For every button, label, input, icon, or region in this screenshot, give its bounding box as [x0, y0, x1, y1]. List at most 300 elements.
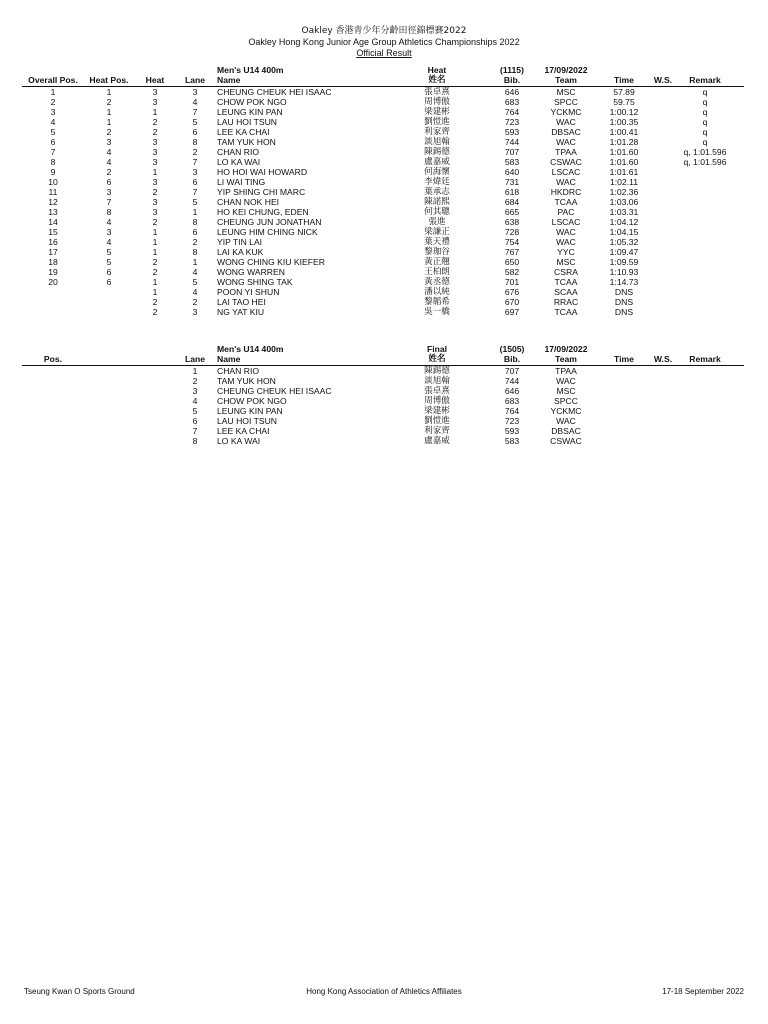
- col-overall-pos: Overall Pos.: [28, 75, 78, 85]
- athlete-name: LAI KA KUK: [217, 247, 264, 257]
- athlete-name: LAU HOI TSUN: [217, 416, 278, 426]
- heat-number: 1: [152, 167, 158, 177]
- team-code: WAC: [556, 137, 576, 147]
- athlete-name: CHEUNG JUN JONATHAN: [217, 217, 322, 227]
- col-name: Name: [217, 354, 241, 364]
- heat-pos: 7: [106, 197, 112, 207]
- final-event-name: Men's U14 400m: [217, 344, 284, 354]
- athlete-name: LEUNG KIN PAN: [217, 406, 283, 416]
- heat-pos: 6: [106, 177, 112, 187]
- team-code: HKDRC: [550, 187, 582, 197]
- lane-number: 7: [192, 107, 198, 117]
- athlete-name-zh: 張卓熹: [424, 386, 450, 396]
- heat-pos: 4: [106, 157, 112, 167]
- remark: q: [702, 107, 708, 117]
- result-time: 1:02.11: [609, 177, 639, 187]
- result-time: 1:01.28: [609, 137, 639, 147]
- heat-event-name: Men's U14 400m: [217, 65, 284, 75]
- heat-pos: 3: [106, 227, 112, 237]
- bib-number: 744: [504, 137, 520, 147]
- lane-number: 3: [192, 386, 198, 396]
- lane-number: 6: [192, 127, 198, 137]
- athlete-name-zh: 周博傲: [424, 97, 450, 107]
- final-rows: [0, 366, 768, 446]
- table-row: [0, 386, 768, 396]
- heat-pos: 4: [106, 237, 112, 247]
- result-time: 1:03.06: [609, 197, 639, 207]
- final-event-row: [0, 344, 768, 354]
- heat-number: 3: [152, 177, 158, 187]
- final-event-date: 17/09/2022: [544, 344, 588, 354]
- athlete-name: YIP TIN LAI: [217, 237, 263, 247]
- final-results-table: [0, 344, 768, 446]
- lane-number: 1: [192, 366, 198, 376]
- heat-pos: 2: [106, 167, 112, 177]
- athlete-name-zh: 吳一橋: [424, 307, 450, 317]
- bib-number: 583: [504, 436, 520, 446]
- athlete-name: WONG SHING TAK: [217, 277, 293, 287]
- result-time: 1:05.32: [609, 237, 639, 247]
- bib-number: 676: [504, 287, 520, 297]
- heat-rows: [0, 87, 768, 317]
- overall-pos: 5: [50, 127, 56, 137]
- team-code: RRAC: [553, 297, 579, 307]
- table-row: [0, 217, 768, 227]
- table-row: [0, 436, 768, 446]
- remark: q: [702, 137, 708, 147]
- result-time: 1:00.12: [609, 107, 639, 117]
- bib-number: 650: [504, 257, 520, 267]
- lane-number: 7: [192, 426, 198, 436]
- athlete-name-zh: 梁謙正: [424, 227, 450, 237]
- athlete-name-zh: 陳錫德: [424, 147, 450, 157]
- team-code: LSCAC: [551, 167, 581, 177]
- lane-number: 7: [192, 157, 198, 167]
- table-row: [0, 416, 768, 426]
- col-lane: Lane: [184, 75, 206, 85]
- heat-number: 2: [152, 187, 158, 197]
- team-code: WAC: [556, 117, 576, 127]
- overall-pos: 6: [50, 137, 56, 147]
- bib-number: 707: [504, 366, 520, 376]
- lane-number: 2: [192, 237, 198, 247]
- heat-number: 1: [152, 227, 158, 237]
- athlete-name-zh: 劉愷進: [424, 117, 450, 127]
- team-code: WAC: [556, 227, 576, 237]
- athlete-name: NG YAT KIU: [217, 307, 265, 317]
- overall-pos: 8: [50, 157, 56, 167]
- lane-number: 6: [192, 227, 198, 237]
- overall-pos: 11: [48, 187, 58, 197]
- lane-number: 3: [192, 307, 198, 317]
- heat-number: 3: [152, 87, 158, 97]
- team-code: YYC: [557, 247, 575, 257]
- heat-pos: 6: [106, 277, 112, 287]
- bib-number: 767: [504, 247, 520, 257]
- lane-number: 8: [192, 137, 198, 147]
- title-line-zh: Oakley 香港青少年分齡田徑錦標賽2022: [301, 26, 467, 36]
- athlete-name: CHOW POK NGO: [217, 396, 287, 406]
- bib-number: 701: [504, 277, 520, 287]
- overall-pos: 2: [50, 97, 56, 107]
- athlete-name-zh: 梁建彬: [424, 406, 450, 416]
- table-row: [0, 207, 768, 217]
- result-time: 1:00.41: [609, 127, 639, 137]
- lane-number: 2: [192, 147, 198, 157]
- heat-event-code: (1115): [500, 65, 524, 75]
- heat-number: 1: [152, 237, 158, 247]
- team-code: TPAA: [555, 366, 577, 376]
- athlete-name: LEUNG KIN PAN: [217, 107, 283, 117]
- heat-pos: 8: [106, 207, 112, 217]
- athlete-name: LI WAI TING: [217, 177, 266, 187]
- bib-number: 593: [504, 127, 520, 137]
- overall-pos: 10: [48, 177, 58, 187]
- bib-number: 646: [504, 386, 520, 396]
- heat-event-row: [0, 65, 768, 75]
- heat-pos: 5: [106, 247, 112, 257]
- bib-number: 670: [504, 297, 520, 307]
- athlete-name-zh: 陳諾熙: [424, 197, 450, 207]
- team-code: WAC: [556, 177, 576, 187]
- athlete-name-zh: 何其聰: [424, 207, 450, 217]
- heat-pos: 4: [106, 147, 112, 157]
- team-code: WAC: [556, 376, 576, 386]
- athlete-name-zh: 陳錫德: [424, 366, 450, 376]
- bib-number: 618: [504, 187, 520, 197]
- team-code: MSC: [556, 257, 576, 267]
- col-remark: Remark: [689, 354, 721, 364]
- lane-number: 6: [192, 177, 198, 187]
- table-row: [0, 366, 768, 376]
- athlete-name-zh: 黎韜希: [424, 297, 450, 307]
- remark: q: [702, 127, 708, 137]
- result-time: 1:09.47: [609, 247, 639, 257]
- result-time: DNS: [614, 297, 634, 307]
- footer-organiser: Hong Kong Association of Athletics Affiliates: [306, 987, 462, 996]
- result-time: 1:10.93: [609, 267, 639, 277]
- athlete-name-zh: 利家齊: [424, 127, 450, 137]
- bib-number: 764: [504, 406, 520, 416]
- bib-number: 593: [504, 426, 520, 436]
- result-time: 1:02.36: [609, 187, 639, 197]
- athlete-name-zh: 黎珈谷: [424, 247, 450, 257]
- col-name-zh: 姓名: [428, 75, 446, 85]
- athlete-name: LAI TAO HEI: [217, 297, 266, 307]
- athlete-name-zh: 談旭翰: [424, 137, 450, 147]
- table-row: [0, 147, 768, 157]
- table-row: [0, 157, 768, 167]
- team-code: CSWAC: [550, 436, 582, 446]
- athlete-name: TAM YUK HON: [217, 376, 276, 386]
- table-row: [0, 426, 768, 436]
- heat-pos: 1: [106, 117, 112, 127]
- athlete-name: CHAN RIO: [217, 366, 260, 376]
- final-header-row: [0, 354, 768, 364]
- overall-pos: 14: [48, 217, 58, 227]
- heat-pos: 2: [106, 97, 112, 107]
- table-row: [0, 137, 768, 147]
- athlete-name-zh: 黃正翹: [424, 257, 450, 267]
- col-team: Team: [555, 354, 577, 364]
- heat-number: 1: [152, 287, 158, 297]
- athlete-name-zh: 利家齊: [424, 426, 450, 436]
- table-row: [0, 297, 768, 307]
- overall-pos: 20: [48, 277, 58, 287]
- lane-number: 4: [192, 287, 198, 297]
- bib-number: 754: [504, 237, 520, 247]
- athlete-name: LEE KA CHAI: [217, 127, 270, 137]
- athlete-name: TAM YUK HON: [217, 137, 276, 147]
- team-code: SPCC: [554, 396, 578, 406]
- heat-results-table: [0, 65, 768, 317]
- lane-number: 7: [192, 187, 198, 197]
- result-time: 1:04.12: [609, 217, 639, 227]
- team-code: TCAA: [554, 197, 578, 207]
- table-row: [0, 376, 768, 386]
- col-heat-pos: Heat Pos.: [89, 75, 129, 85]
- athlete-name: POON YI SHUN: [217, 287, 280, 297]
- heat-number: 2: [152, 117, 158, 127]
- bib-number: 582: [504, 267, 520, 277]
- bib-number: 707: [504, 147, 520, 157]
- table-row: [0, 97, 768, 107]
- lane-number: 4: [192, 396, 198, 406]
- result-time: 1:01.61: [609, 167, 639, 177]
- heat-pos: 1: [106, 87, 112, 97]
- athlete-name: LAU HOI TSUN: [217, 117, 278, 127]
- col-pos: Pos.: [43, 354, 63, 364]
- overall-pos: 13: [48, 207, 58, 217]
- bib-number: 683: [504, 97, 520, 107]
- bib-number: 731: [504, 177, 520, 187]
- table-row: [0, 117, 768, 127]
- heat-number: 2: [152, 297, 158, 307]
- heat-pos: 4: [106, 217, 112, 227]
- table-row: [0, 287, 768, 297]
- overall-pos: 9: [50, 167, 56, 177]
- table-row: [0, 257, 768, 267]
- athlete-name-zh: 盧嘉威: [424, 436, 450, 446]
- team-code: CSWAC: [550, 157, 582, 167]
- athlete-name: CHAN NOK HEI: [217, 197, 280, 207]
- table-row: [0, 267, 768, 277]
- col-name-zh: 姓名: [428, 354, 446, 364]
- result-time: 1:01.60: [609, 157, 639, 167]
- remark: q: [702, 87, 708, 97]
- bib-number: 583: [504, 157, 520, 167]
- col-ws: W.S.: [653, 354, 673, 364]
- result-time: 57.89: [613, 87, 635, 97]
- athlete-name-zh: 張卓熹: [424, 87, 450, 97]
- overall-pos: 16: [48, 237, 58, 247]
- bib-number: 665: [504, 207, 520, 217]
- title-line-en: Oakley Hong Kong Junior Age Group Athletics Championships 2022: [248, 37, 520, 47]
- heat-number: 3: [152, 157, 158, 167]
- result-time: 1:04.15: [609, 227, 639, 237]
- result-time: DNS: [614, 307, 634, 317]
- athlete-name: CHOW POK NGO: [217, 97, 287, 107]
- table-row: [0, 197, 768, 207]
- bib-number: 744: [504, 376, 520, 386]
- table-row: [0, 177, 768, 187]
- table-row: [0, 227, 768, 237]
- overall-pos: 12: [48, 197, 58, 207]
- lane-number: 5: [192, 406, 198, 416]
- result-time: 59.75: [613, 97, 635, 107]
- table-row: [0, 187, 768, 197]
- table-row: [0, 406, 768, 416]
- athlete-name-zh: 周博傲: [424, 396, 450, 406]
- athlete-name-zh: 葉承志: [424, 187, 450, 197]
- heat-number: 2: [152, 217, 158, 227]
- overall-pos: 7: [50, 147, 56, 157]
- lane-number: 5: [192, 197, 198, 207]
- lane-number: 8: [192, 247, 198, 257]
- heat-pos: 5: [106, 257, 112, 267]
- heat-number: 1: [152, 277, 158, 287]
- athlete-name-zh: 黃丞德: [424, 277, 450, 287]
- lane-number: 5: [192, 277, 198, 287]
- athlete-name: LO KA WAI: [217, 436, 261, 446]
- result-time: 1:14.73: [609, 277, 639, 287]
- team-code: YCKMC: [550, 406, 582, 416]
- heat-number: 1: [152, 107, 158, 117]
- athlete-name-zh: 梁建彬: [424, 107, 450, 117]
- bib-number: 697: [504, 307, 520, 317]
- heat-pos: 1: [106, 107, 112, 117]
- athlete-name-zh: 葉天禮: [424, 237, 450, 247]
- lane-number: 1: [192, 207, 198, 217]
- heat-number: 2: [152, 127, 158, 137]
- final-round-label: Final: [426, 344, 448, 354]
- remark: q, 1:01.596: [683, 157, 727, 167]
- heat-pos: 3: [106, 187, 112, 197]
- bib-number: 640: [504, 167, 520, 177]
- remark: q: [702, 97, 708, 107]
- footer-venue: Tseung Kwan O Sports Ground: [24, 987, 135, 996]
- result-time: 1:01.60: [609, 147, 639, 157]
- athlete-name: LO KA WAI: [217, 157, 261, 167]
- athlete-name-zh: 談旭翰: [424, 376, 450, 386]
- heat-number: 2: [152, 257, 158, 267]
- lane-number: 8: [192, 217, 198, 227]
- team-code: YCKMC: [550, 107, 582, 117]
- result-time: 1:00.35: [609, 117, 639, 127]
- team-code: DBSAC: [551, 127, 581, 137]
- col-remark: Remark: [689, 75, 721, 85]
- table-row: [0, 127, 768, 137]
- team-code: MSC: [556, 87, 576, 97]
- athlete-name-zh: 李煒廷: [424, 177, 450, 187]
- table-row: [0, 107, 768, 117]
- bib-number: 646: [504, 87, 520, 97]
- athlete-name: CHAN RIO: [217, 147, 260, 157]
- bib-number: 728: [504, 227, 520, 237]
- title-official-result: Official Result: [356, 48, 412, 58]
- overall-pos: 1: [50, 87, 56, 97]
- athlete-name-zh: 盧嘉威: [424, 157, 450, 167]
- result-time: 1:03.31: [609, 207, 639, 217]
- remark: q, 1:01.596: [683, 147, 727, 157]
- athlete-name: HO HOI WAI HOWARD: [217, 167, 308, 177]
- col-bib: Bib.: [503, 354, 521, 364]
- overall-pos: 18: [48, 257, 58, 267]
- team-code: DBSAC: [551, 426, 581, 436]
- heat-number: 2: [152, 267, 158, 277]
- remark: q: [702, 117, 708, 127]
- bib-number: 723: [504, 416, 520, 426]
- heat-header-row: [0, 75, 768, 85]
- heat-pos: 3: [106, 137, 112, 147]
- overall-pos: 15: [48, 227, 58, 237]
- athlete-name: HO KEI CHUNG, EDEN: [217, 207, 309, 217]
- athlete-name: WONG CHING KIU KIEFER: [217, 257, 325, 267]
- overall-pos: 3: [50, 107, 56, 117]
- heat-pos: 6: [106, 267, 112, 277]
- lane-number: 1: [192, 257, 198, 267]
- heat-number: 3: [152, 197, 158, 207]
- bib-number: 764: [504, 107, 520, 117]
- team-code: SCAA: [554, 287, 578, 297]
- lane-number: 2: [192, 376, 198, 386]
- table-row: [0, 167, 768, 177]
- result-time: DNS: [614, 287, 634, 297]
- col-time: Time: [614, 354, 634, 364]
- overall-pos: 17: [48, 247, 58, 257]
- team-code: TCAA: [554, 277, 578, 287]
- table-row: [0, 237, 768, 247]
- heat-event-date: 17/09/2022: [544, 65, 588, 75]
- heat-number: 2: [152, 307, 158, 317]
- lane-number: 5: [192, 117, 198, 127]
- athlete-name: CHEUNG CHEUK HEI ISAAC: [217, 87, 332, 97]
- col-lane: Lane: [184, 354, 206, 364]
- team-code: MSC: [556, 386, 576, 396]
- overall-pos: 19: [48, 267, 58, 277]
- table-row: [0, 247, 768, 257]
- heat-pos: 2: [106, 127, 112, 137]
- heat-number: 3: [152, 97, 158, 107]
- athlete-name-zh: 王柏朗: [424, 267, 450, 277]
- col-name: Name: [217, 75, 241, 85]
- lane-number: 6: [192, 416, 198, 426]
- lane-number: 2: [192, 297, 198, 307]
- bib-number: 683: [504, 396, 520, 406]
- team-code: TCAA: [554, 307, 578, 317]
- athlete-name-zh: 劉愷進: [424, 416, 450, 426]
- athlete-name: YIP SHING CHI MARC: [217, 187, 306, 197]
- bib-number: 638: [504, 217, 520, 227]
- col-heat: Heat: [145, 75, 165, 85]
- team-code: PAC: [557, 207, 575, 217]
- team-code: CSRA: [554, 267, 578, 277]
- heat-round-label: Heat: [427, 65, 447, 75]
- team-code: SPCC: [554, 97, 578, 107]
- athlete-name-zh: 何海懷: [424, 167, 450, 177]
- lane-number: 3: [192, 167, 198, 177]
- col-ws: W.S.: [653, 75, 673, 85]
- heat-number: 1: [152, 247, 158, 257]
- team-code: WAC: [556, 237, 576, 247]
- bib-number: 684: [504, 197, 520, 207]
- heat-number: 3: [152, 147, 158, 157]
- athlete-name: CHEUNG CHEUK HEI ISAAC: [217, 386, 332, 396]
- final-event-code: (1505): [499, 344, 525, 354]
- athlete-name: WONG WARREN: [217, 267, 285, 277]
- col-time: Time: [614, 75, 634, 85]
- lane-number: 4: [192, 267, 198, 277]
